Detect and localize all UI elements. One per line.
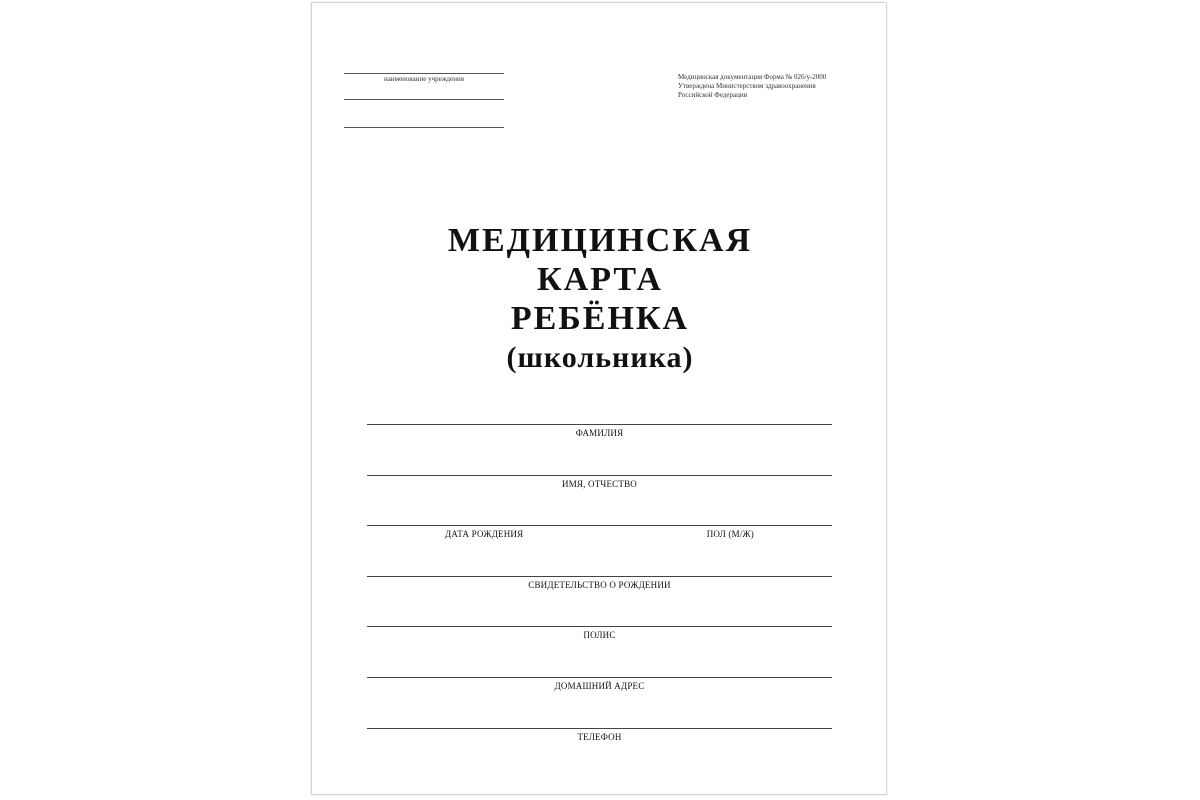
form-note: [678, 73, 878, 100]
home-address-field[interactable]: [367, 677, 832, 728]
phone-line: [367, 728, 832, 729]
form-note-line-2: Утверждена Министерством здравоохранения: [678, 82, 816, 90]
birth-date-sex-line: [367, 525, 832, 526]
policy-field[interactable]: [367, 626, 832, 677]
phone-field[interactable]: [367, 728, 832, 779]
form-note-line-1: Медицинская документация Форма № 026/у-2000: [678, 73, 827, 81]
institution-caption: наименование учреждения: [384, 75, 464, 83]
surname-caption: ФАМИЛИЯ: [575, 428, 624, 438]
name-patronymic-caption: ИМЯ, ОТЧЕСТВО: [562, 478, 637, 489]
surname-line: [367, 424, 832, 425]
home-address-line: [367, 677, 832, 678]
birth-certificate-caption: СВИДЕТЕЛЬСТВО О РОЖДЕНИИ: [528, 579, 671, 590]
form-fields: [367, 424, 832, 778]
birth-date-sex-field[interactable]: [367, 525, 832, 576]
institution-line-3: [344, 127, 504, 128]
title-line-3: РЕБЁНКА: [510, 300, 690, 337]
birth-date-sex-captions: [367, 529, 832, 539]
surname-field[interactable]: [367, 424, 832, 475]
institution-block: [344, 73, 504, 128]
form-note-line-3: Российской Федерации: [678, 91, 748, 99]
birth-certificate-field[interactable]: [367, 576, 832, 627]
name-patronymic-field[interactable]: [367, 475, 832, 526]
title-line-4: (школьника): [506, 341, 694, 374]
institution-line: [344, 73, 504, 74]
phone-caption: ТЕЛЕФОН: [577, 731, 622, 742]
institution-line-2: [344, 99, 504, 100]
birth-date-caption: ДАТА РОЖДЕНИЯ: [445, 529, 524, 540]
sex-caption: ПОЛ (М/Ж): [706, 529, 754, 540]
title-line-1: МЕДИЦИНСКАЯ: [447, 222, 753, 259]
policy-line: [367, 626, 832, 627]
name-patronymic-line: [367, 475, 832, 476]
policy-caption: ПОЛИС: [583, 630, 616, 641]
birth-certificate-line: [367, 576, 832, 577]
title-line-2: КАРТА: [537, 261, 663, 298]
home-address-caption: ДОМАШНИЙ АДРЕС: [554, 680, 645, 691]
document-title: [312, 221, 888, 377]
document-page: [311, 2, 887, 795]
